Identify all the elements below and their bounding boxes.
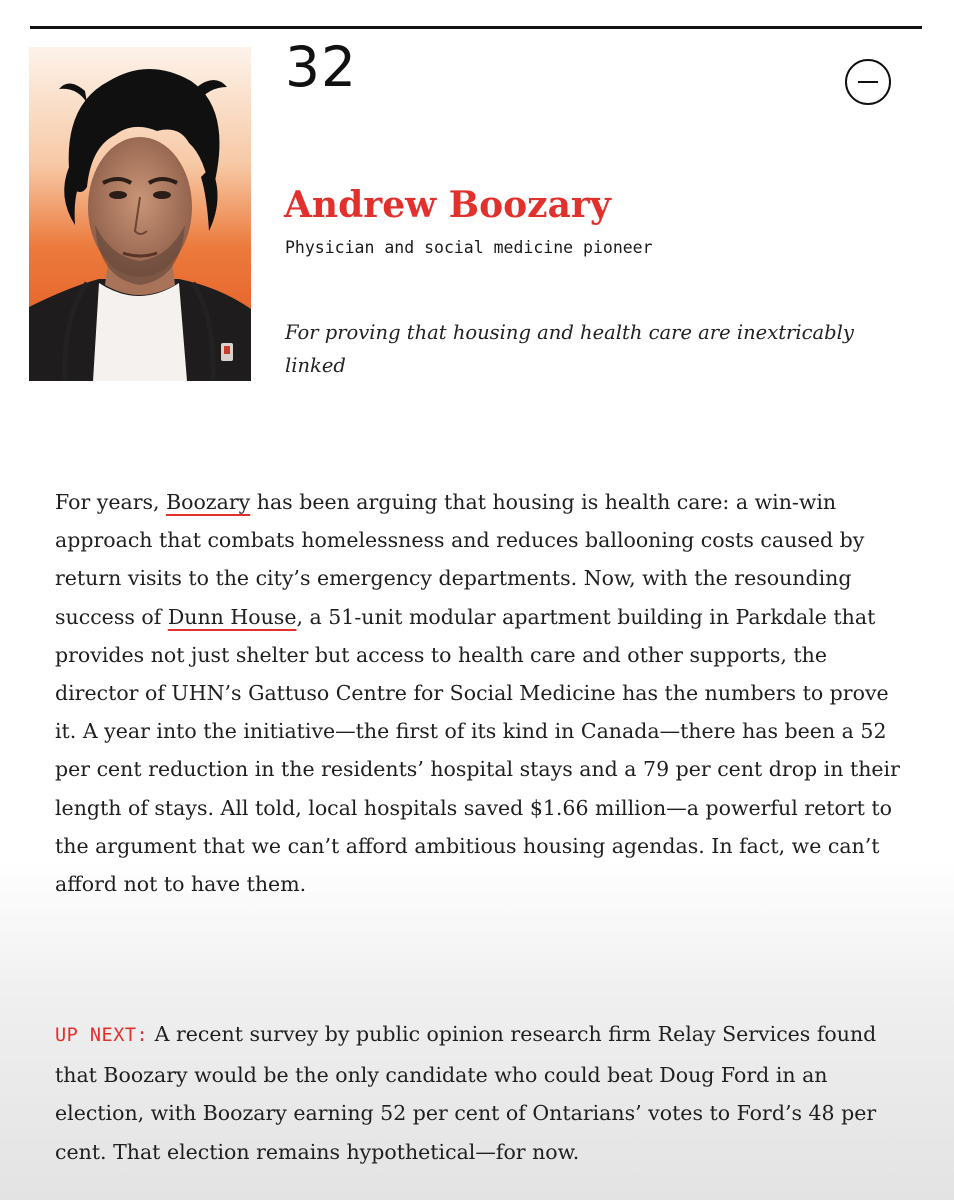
- body-paragraph: [55, 483, 905, 903]
- up-next-text: A recent survey by public opinion research firm Relay Services found that Boozary would be the only candidate who could beat Doug Ford in an election, with Boozary earning 52 per cent of Ontarians’ votes to Ford’s 48 per cent. That election remains hypothetical—for now.: [55, 1022, 877, 1164]
- rank-number: 32: [285, 35, 357, 99]
- up-next-paragraph: [55, 1015, 905, 1171]
- tagline: For proving that housing and health care are inextricably linked: [285, 321, 854, 377]
- dunn-house-link[interactable]: Dunn House: [167, 604, 297, 629]
- collapse-button[interactable]: [845, 59, 891, 105]
- body-text-1: For years,: [55, 490, 167, 514]
- portrait-photo: [29, 47, 251, 381]
- top-divider: [30, 26, 922, 29]
- body-text-3: , a 51-unit modular apartment building in Parkdale that provides not just shelter but access to health care and other supports, the director of UHN’s Gattuso Centre for Social Medicine has the numbers to prove it. A year into the initiative—the first of its kind in Canada—there has been a 52 per cent reduction in the residents’ hospital stays and a 79 per cent drop in their length of stays. All told, local hospitals saved $1.66 million—a powerful retort to the argument that we can’t afford ambitious housing agendas. In fact, we can’t afford not to have them.: [55, 604, 900, 897]
- boozary-link[interactable]: Boozary: [166, 490, 251, 514]
- person-name: Andrew Boozary: [284, 184, 611, 226]
- person-role: Physician and social medicine pioneer: [285, 238, 653, 257]
- minus-circle-icon: [858, 81, 878, 83]
- up-next-label: UP NEXT:: [55, 1025, 149, 1046]
- body-text-2: has been arguing that housing is health care: a win-win approach that combats homelessness and reduces ballooning costs caused by return visits to the city’s emergency departments. Now, with the resounding success of: [55, 490, 865, 629]
